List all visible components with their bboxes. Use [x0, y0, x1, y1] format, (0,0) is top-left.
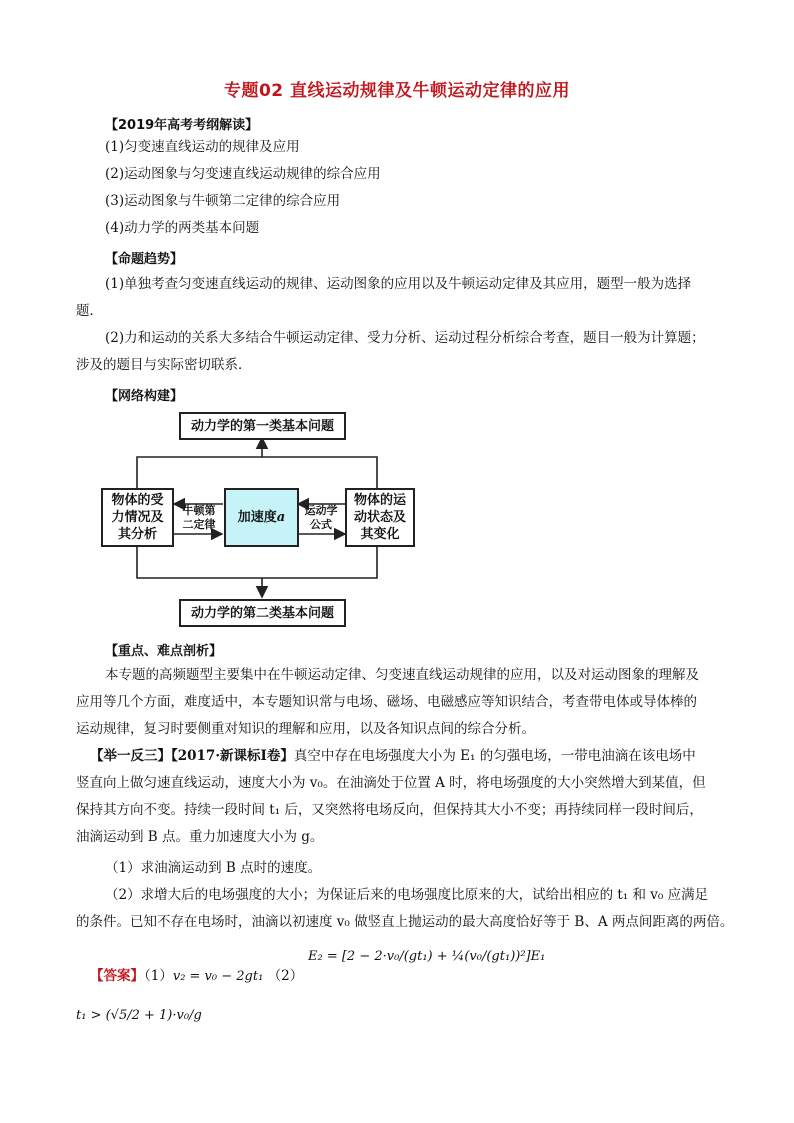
trend-paragraph: 涉及的题目与实际密切联系． [76, 357, 252, 373]
first-problem-box [179, 412, 346, 440]
second-problem-box [179, 599, 346, 627]
outline-item: (4)动力学的两类基本问题 [105, 220, 260, 236]
answer-part-label: （2） [267, 968, 304, 984]
answer-line [90, 964, 303, 984]
acceleration-box [224, 488, 299, 547]
newton-label-line: 二定律 [182, 518, 216, 531]
trend-heading: 【命题趋势】 [105, 252, 184, 267]
outline-item: (2)运动图象与匀变速直线运动规律的综合应用 [105, 166, 381, 182]
force-analysis-box [101, 488, 174, 547]
example-first-line [90, 743, 696, 770]
example-tag: 【举一反三】 [90, 748, 171, 764]
motion-state-box [345, 488, 415, 547]
kinematics-label-line: 运动学 [304, 504, 338, 517]
key-points-paragraph: 本专题的高频题型主要集中在牛顿运动定律、匀变速直线运动规律的应用，以及对运动图象的理解及 [105, 667, 699, 683]
answer-formula-t1: t₁ > (√5/2 + 1)·v₀/g [76, 1008, 202, 1023]
trend-paragraph: 题． [76, 303, 103, 319]
answer-tag: 【答案】 [90, 968, 144, 984]
example-text: 保持其方向不变。持续一段时间 t₁ 后，又突然将电场反向，但保持其大小不变；再持续同样一段时间后， [76, 802, 703, 818]
key-points-paragraph: 应用等几个方面，难度适中，本专题知识常与电场、磁场、电磁感应等知识结合，考查带电体或导体棒的 [76, 694, 697, 710]
exam-outline-heading: 【2019年高考考纲解读】 [105, 118, 259, 133]
second-problem-label: 动力学的第二类基本问题 [190, 605, 334, 621]
answer-formula-v2: v₂ = v₀ − 2gt₁ [172, 969, 264, 984]
question-1: （1）求油滴运动到 B 点时的速度。 [105, 860, 322, 876]
force-analysis-line: 其分析 [117, 527, 157, 542]
acceleration-symbol: a [276, 510, 286, 525]
example-text: 油滴运动到 B 点。重力加速度大小为 g。 [76, 829, 324, 845]
outline-item: (3)运动图象与牛顿第二定律的综合应用 [105, 193, 341, 209]
newton-label-line: 牛顿第 [182, 504, 216, 517]
example-source: 【2017·新课标Ⅰ卷】 [171, 748, 294, 764]
acceleration-label: 加速度 [237, 510, 277, 525]
example-text: 竖直向上做匀速直线运动，速度大小为 v₀。在油滴处于位置 A 时，将电场强度的大小突然增大到某值，但 [76, 775, 706, 791]
motion-state-line: 其变化 [360, 527, 400, 542]
newton-second-law-label [176, 504, 222, 532]
key-points-paragraph: 运动规律，复习时要侧重对知识的理解和应用，以及各知识点间的综合分析。 [76, 721, 535, 737]
question-2: 的条件。已知不存在电场时，油滴以初速度 v₀ 做竖直上抛运动的最大高度恰好等于 B、A 两点间距离的两倍。 [76, 914, 734, 930]
trend-paragraph: (2)力和运动的关系大多结合牛顿运动定律、受力分析、运动过程分析综合考查，题目一般为计算题； [105, 330, 705, 346]
example-text: 真空中存在电场强度大小为 E₁ 的匀强电场，一带电油滴在该电场中 [293, 748, 696, 764]
trend-paragraph: (1)单独考查匀变速直线运动的规律、运动图象的应用以及牛顿运动定律及其应用，题型一般为选择 [105, 276, 692, 292]
answer-formula-e2: E₂ = [2 − 2·v₀/(gt₁) + ¼(v₀/(gt₁))²]E₁ [308, 949, 546, 964]
force-analysis-line: 物体的受 [111, 493, 164, 508]
first-problem-label: 动力学的第一类基本问题 [190, 418, 334, 434]
outline-item: (1)匀变速直线运动的规律及应用 [105, 139, 300, 155]
motion-state-line: 动状态及 [353, 510, 406, 525]
motion-state-line: 物体的运 [353, 493, 406, 508]
kinematics-formula-label [298, 504, 344, 532]
kinematics-label-line: 公式 [310, 518, 332, 531]
network-heading: 【网络构建】 [105, 389, 184, 404]
key-points-heading: 【重点、难点剖析】 [105, 644, 223, 659]
question-2: （2）求增大后的电场强度的大小；为保证后来的电场强度比原来的大，试给出相应的 t₁ 和 v₀ 应满足 [105, 887, 709, 903]
page-title: 专题02 直线运动规律及牛顿运动定律的应用 [223, 81, 571, 101]
force-analysis-line: 力情况及 [111, 510, 164, 525]
answer-part-label: （1） [144, 968, 173, 984]
